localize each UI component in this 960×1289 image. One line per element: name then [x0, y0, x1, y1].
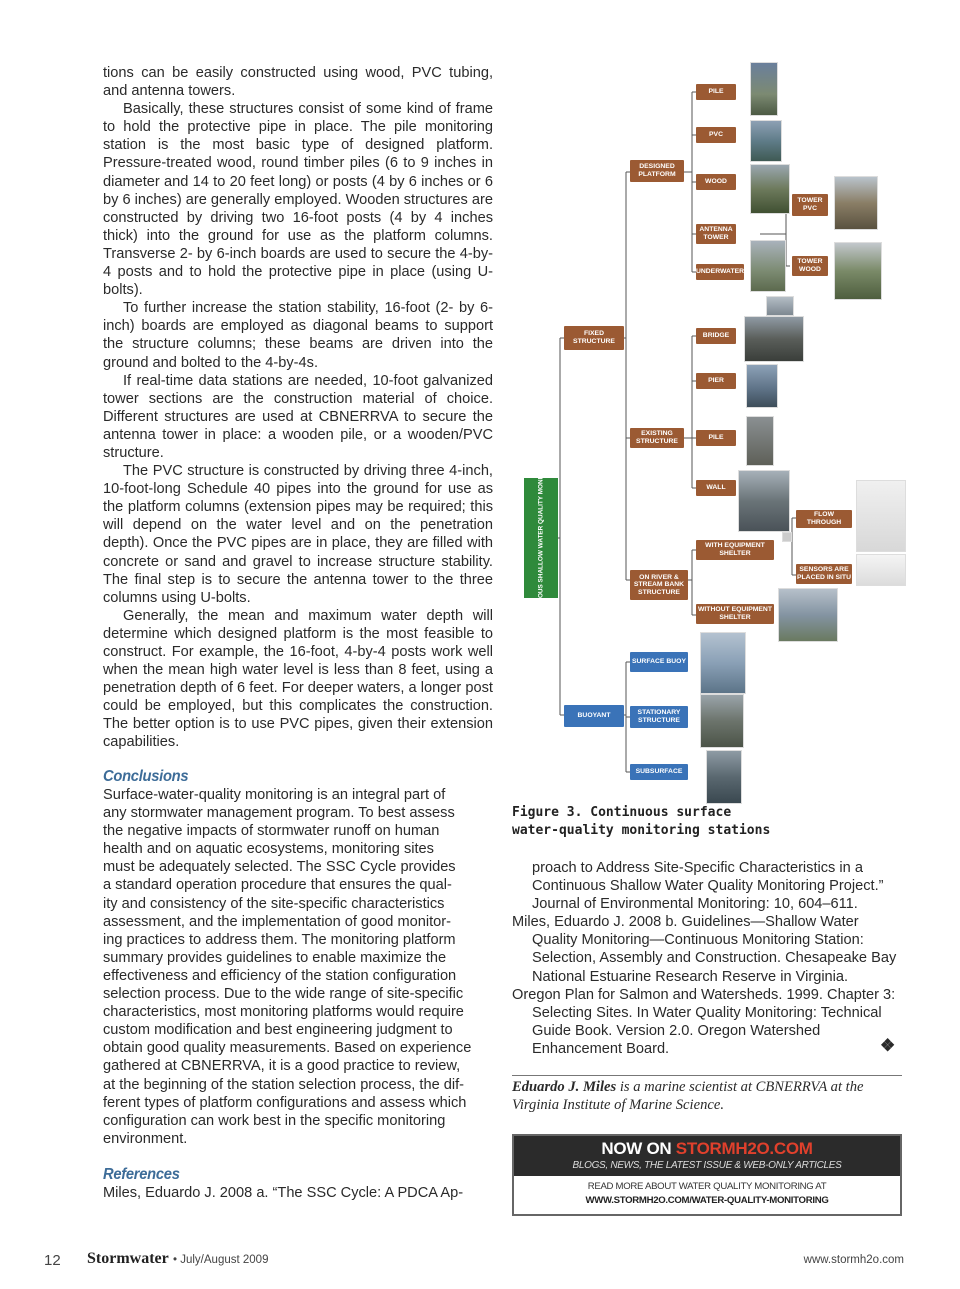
paragraph: tions can be easily constructed using wood, PVC tubing, and antenna towers.: [103, 65, 493, 100]
subsurface-box: [630, 764, 688, 780]
text-line: any stormwater management program. To best assess: [103, 805, 455, 822]
box-label: STATIONARY STRUCTURE: [637, 709, 681, 724]
photo-tower-pvc: [834, 176, 878, 230]
photo-existing-pile: [746, 416, 774, 466]
box-label: BRIDGE: [702, 332, 730, 340]
text-line: must be adequately selected. The SSC Cycle provides: [103, 859, 456, 876]
without-shelter-box: [696, 604, 774, 624]
bridge-box: [696, 328, 736, 344]
caption-line: water-quality monitoring stations: [512, 823, 771, 838]
box-label: SENSORS ARE PLACED IN SITU: [796, 566, 851, 581]
box-label: WITH EQUIPMENT SHELTER: [705, 542, 765, 557]
text-line: ing practices to address them. The monitoring platform: [103, 931, 456, 948]
figure-diagram: [520, 60, 910, 800]
photo-wood: [750, 164, 790, 214]
paragraph: If real-time data stations are needed, 10-foot galvanized tower sections are the construction material of choice. Different structures are used at CBNERRVA to secure the antenna tower in place: a wooden pile, or a wooden/PVC structure.: [103, 372, 493, 461]
box-label: FIXED STRUCTURE: [573, 330, 615, 345]
diagram-flow-through: [856, 480, 906, 552]
box-label: UNDERWATER: [695, 268, 745, 276]
photo-surface-buoy: [700, 632, 746, 694]
left-column: [103, 64, 493, 752]
pier-box: [696, 373, 736, 389]
promo-read-more: READ MORE ABOUT WATER QUALITY MONITORING AT: [587, 1181, 827, 1192]
box-label: WITHOUT EQUIPMENT SHELTER: [697, 606, 772, 621]
box-label: EXISTING STRUCTURE: [636, 430, 678, 445]
promo-tagline: BLOGS, NEWS, THE LATEST ISSUE & WEB-ONLY ARTICLES: [572, 1160, 842, 1171]
root-label: TYPE OF CONTINUOUS SHALLOW WATER QUALITY MONITORING STATIONS: [537, 419, 545, 657]
issue-date: • July/August 2009: [173, 1254, 269, 1266]
magazine-name: Stormwater: [87, 1250, 169, 1267]
paragraph: Basically, these structures consist of some kind of frame to hold the protective pipe in place. The pile monitoring station is the most basic type of designed platform. Pressure-treated wood, round timber piles (6 to 9 inches in diameter and 14 to 20 feet long) or posts (4 by 6 inches or 6 by 6 inches) are generally employed. Wooden structures are constructed by driving two 16-foot posts (4 by 4 inches thick) into the ground for use as the platform columns. Transverse 2- by 6-inch boards are used to secure the 4-by-4 posts and to hold the protective pipe in place (using U-bolts).: [103, 101, 493, 299]
text-line: at the beginning of the station selection process, the dif-: [103, 1076, 465, 1093]
box-label: BUOYANT: [577, 712, 611, 720]
with-shelter-box: [696, 540, 774, 560]
box-label: SUBSURFACE: [635, 768, 683, 776]
paragraph: The PVC structure is constructed by driving three 4-inch, 10-foot-long Schedule 40 pipes into the ground for use as the platform columns (extension pipes may be required; this will depend on the water level and on the penetration depth). Once the PVC pipes are in place, they are filled with concrete or sand and gravel to increase structure stability. The final step is to secure the antenna tower to the three columns using U-bolts.: [103, 463, 493, 606]
diagram-sensors-in-situ: [856, 554, 906, 586]
box-label: PILE: [708, 88, 724, 96]
promo-site-link[interactable]: STORMH2O.COM: [675, 1139, 813, 1158]
text-line: gathered at CBNERRVA, it is a good practice to review,: [103, 1058, 461, 1075]
tower-pvc-box: [792, 194, 828, 216]
sensors-in-situ-box: [796, 564, 852, 584]
antenna-tower-box: [696, 224, 736, 244]
box-label: TOWER PVC: [797, 197, 823, 212]
box-label: SURFACE BUOY: [631, 658, 686, 666]
buoyant-box: [564, 705, 624, 727]
text-line: effectiveness and efficiency of the station configuration: [103, 967, 457, 984]
text-line: summary provides guidelines to enable maximize the: [103, 949, 447, 966]
box-label: PIER: [708, 377, 724, 385]
references-heading: References: [103, 1166, 180, 1183]
issue-date-text: July/August 2009: [180, 1254, 269, 1266]
photo-bridge: [744, 316, 804, 362]
photo-antenna: [750, 240, 786, 292]
box-label: WOOD: [705, 178, 727, 186]
text-line: ity and consistency of the site-specific characteristics: [103, 895, 445, 912]
photo-subsurface: [706, 750, 742, 804]
photo-shelter-small: [782, 532, 792, 542]
root-category-box: [524, 419, 558, 657]
wood-box: [696, 174, 736, 190]
footer-site[interactable]: www.stormh2o.com: [803, 1254, 904, 1266]
references-section: [103, 1166, 493, 1202]
page-number: 12: [44, 1252, 61, 1269]
fixed-structure-box: [564, 326, 624, 350]
conclusions-heading: Conclusions: [103, 768, 189, 785]
author-description: is a marine scientist at CBNERRVA at the Virginia Institute of Marine Science.: [512, 1079, 864, 1113]
photo-pvc: [750, 120, 782, 162]
photo-pile: [750, 62, 778, 116]
designed-platform-box: [630, 160, 684, 182]
reference-item: Oregon Plan for Salmon and Watersheds. 1999. Chapter 3: Selecting Sites. In Water Quality Monitoring: Technical Guide Book. Version 2.0. Oregon Watershed Enhancement Board.: [512, 986, 896, 1057]
box-label: WALL: [706, 484, 726, 492]
box-label: DESIGNED PLATFORM: [638, 163, 676, 178]
box-label: ON RIVER & STREAM BANK STRUCTURE: [633, 573, 685, 596]
reference-item: proach to Address Site-Specific Characteristics in a Continuous Shallow Water Quality Monitoring Project.” Journal of Environmental Monitoring: 10, 604–611.: [532, 860, 884, 913]
promo-header: [514, 1136, 900, 1176]
conclusions-section: [103, 768, 493, 1148]
text-line: Surface-water-quality monitoring is an integral part of: [103, 787, 446, 803]
stationary-structure-box: [630, 706, 688, 728]
photo-wall: [738, 470, 790, 532]
photo-without-shelter: [778, 588, 838, 642]
author-bio: [512, 1075, 902, 1114]
promo-url-link[interactable]: WWW.STORMH2O.COM/WATER-QUALITY-MONITORING: [585, 1195, 829, 1206]
caption-line: Figure 3. Continuous surface: [512, 805, 732, 820]
text-line: a standard operation procedure that ensures the qual-: [103, 877, 452, 894]
box-label: ANTENNA TOWER: [699, 226, 733, 241]
photo-pier: [746, 364, 778, 408]
wall-box: [696, 480, 736, 496]
existing-structure-box: [630, 428, 684, 448]
photo-stationary: [700, 694, 744, 748]
text-line: the negative impacts of stormwater runoff on human: [103, 823, 440, 840]
text-line: characteristics, most monitoring platforms would require: [103, 1004, 464, 1021]
photo-underwater: [766, 296, 794, 316]
text-line: custom modification and best engineering judgment to: [103, 1022, 453, 1039]
text-line: configuration can work best in the specific monitoring: [103, 1112, 446, 1129]
promo-box[interactable]: [512, 1134, 902, 1216]
pvc-box: [696, 127, 736, 143]
end-mark-icon: ❖: [880, 1036, 896, 1055]
existing-pile-box: [696, 430, 736, 446]
figure-caption: [512, 804, 772, 840]
promo-now-on: NOW ON: [601, 1139, 676, 1158]
text-line: ferent types of platform configurations and assess which: [103, 1094, 467, 1111]
author-name: Eduardo J. Miles: [512, 1079, 617, 1095]
promo-footer: [514, 1176, 900, 1208]
paragraph: Generally, the mean and maximum water depth will determine which designed platform is the most feasible to construct. For example, the 16-foot, 4-by-4 posts work well when the mean high water level is less than 8 feet, using a penetration depth of 6 feet. For deeper waters, a longer post could be employed, but this complicates the construction. The better option is to use PVC pipes, given their extension capabilities.: [103, 607, 493, 751]
page-footer: [44, 1252, 904, 1272]
paragraph: To further increase the station stability, 16-foot (2- by 6-inch) boards are employed as diagonal beams to support the structure columns; these beams are driven into the ground and bolted to the 4-by-4s.: [103, 300, 493, 371]
text-line: selection process. Due to the wide range of site-specific: [103, 986, 464, 1003]
flow-through-box: [796, 510, 852, 528]
text-line: assessment, and the implementation of good monitor-: [103, 913, 452, 930]
text-line: health and on aquatic ecosystems, monitoring sites: [103, 841, 434, 858]
box-label: PILE: [708, 434, 724, 442]
reference-item: Miles, Eduardo J. 2008 a. “The SSC Cycle: A PDCA Ap-: [103, 1185, 464, 1201]
conclusions-body: [103, 786, 493, 1148]
photo-tower-wood: [834, 242, 882, 300]
promo-title: [514, 1136, 900, 1159]
on-river-box: [630, 570, 688, 600]
text-line: environment.: [103, 1130, 188, 1147]
surface-buoy-box: [630, 652, 688, 672]
references-continued: [512, 859, 902, 1058]
reference-item: Miles, Eduardo J. 2008 b. Guidelines—Shallow Water Quality Monitoring—Continuous Monitoring Station: Selection, Assembly and Construction. Chesapeake Bay National Estuarine Research Reserve in Virginia.: [512, 914, 897, 985]
box-label: FLOW THROUGH: [806, 511, 842, 526]
underwater-box: [696, 264, 744, 280]
box-label: PVC: [709, 131, 723, 139]
text-line: obtain good quality measurements. Based on experience: [103, 1040, 472, 1057]
box-label: TOWER WOOD: [797, 258, 823, 273]
pile-box: [696, 84, 736, 100]
tower-wood-box: [792, 256, 828, 276]
